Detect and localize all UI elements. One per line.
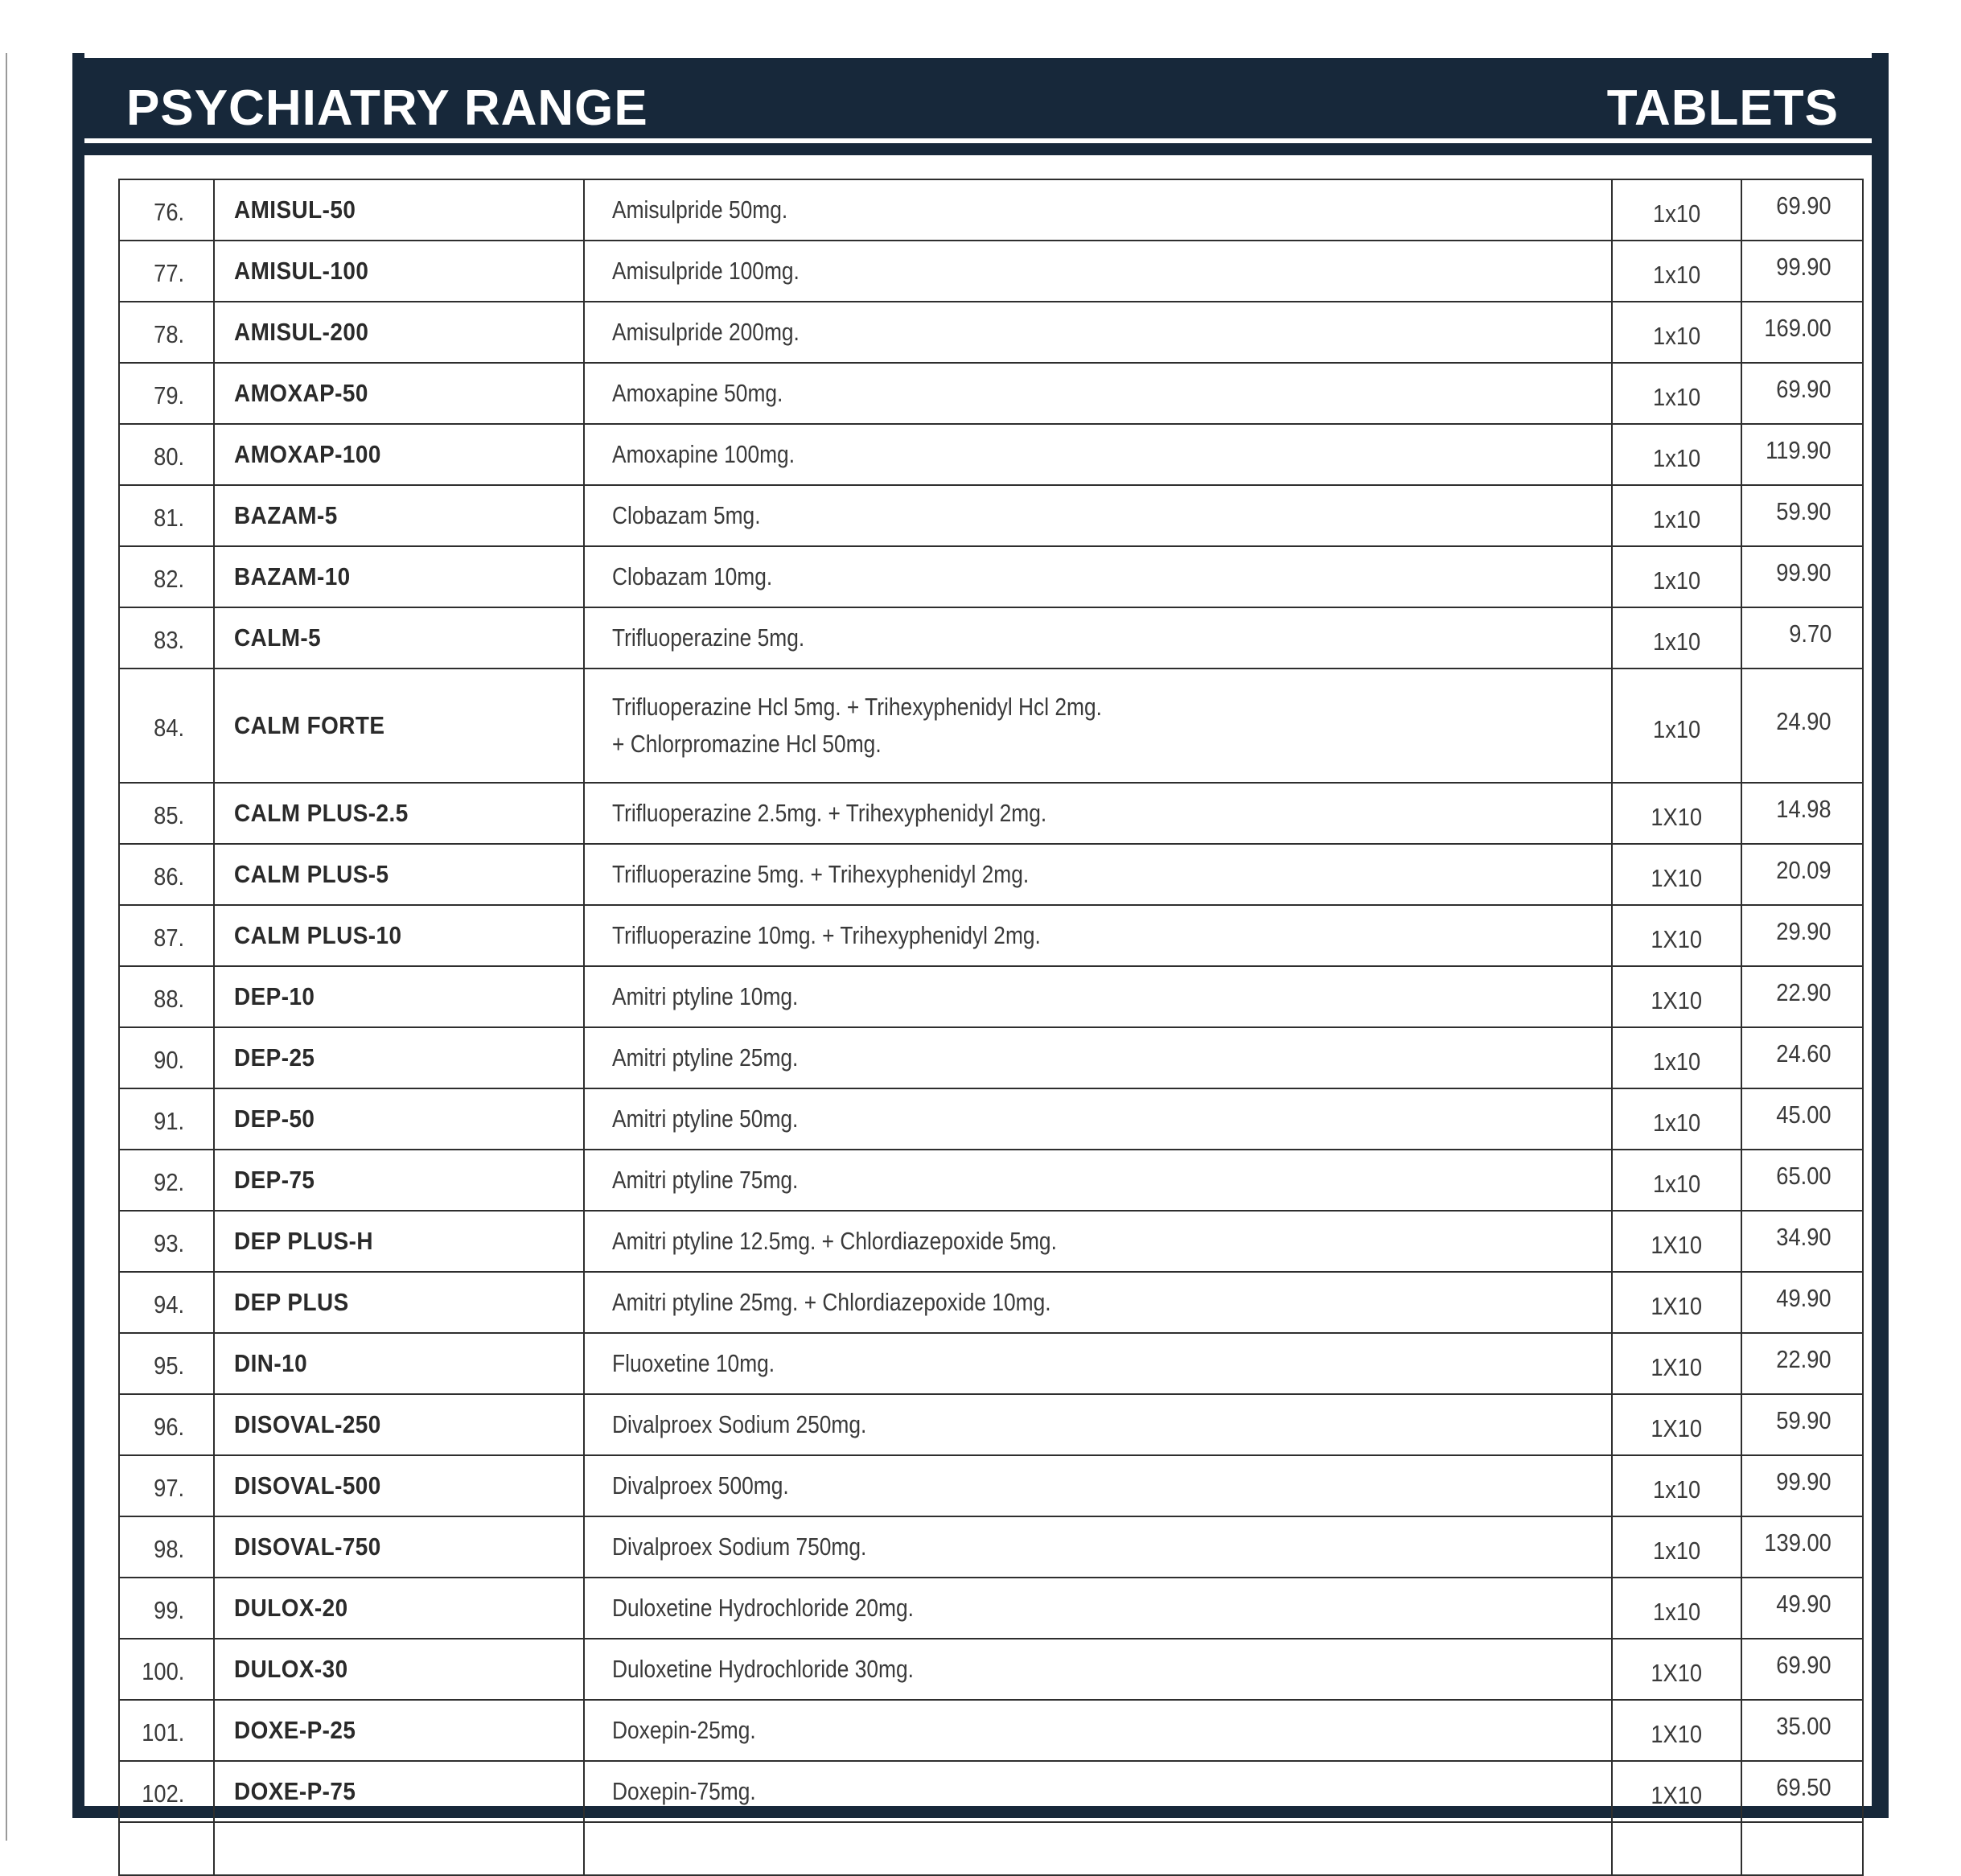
brand-name: DISOVAL-250 <box>214 1394 584 1455</box>
product-table <box>118 179 1864 1876</box>
table-row <box>119 844 1863 905</box>
composition: Amisulpride 200mg. <box>584 302 1612 363</box>
pack-size: 1X10 <box>1612 1211 1741 1272</box>
price: 45.00 <box>1741 1088 1863 1150</box>
brand-name: DEP-25 <box>214 1027 584 1088</box>
serial-number: 95. <box>119 1333 214 1394</box>
table-row <box>119 1088 1863 1150</box>
pack-size: 1X10 <box>1612 1333 1741 1394</box>
brand-name: CALM-5 <box>214 607 584 669</box>
table-row <box>119 669 1863 783</box>
brand-name: AMOXAP-50 <box>214 363 584 424</box>
serial-number: 92. <box>119 1150 214 1211</box>
pack-size: 1X10 <box>1612 1639 1741 1700</box>
table-row <box>119 607 1863 669</box>
composition: Duloxetine Hydrochloride 30mg. <box>584 1639 1612 1700</box>
pack-size: 1X10 <box>1612 905 1741 966</box>
table-row <box>119 1150 1863 1211</box>
price: 59.90 <box>1741 1394 1863 1455</box>
brand-name: BAZAM-5 <box>214 485 584 546</box>
price: 29.90 <box>1741 905 1863 966</box>
brand-name: AMISUL-50 <box>214 179 584 241</box>
brand-name: DULOX-20 <box>214 1578 584 1639</box>
table-row <box>119 241 1863 302</box>
pack-size: 1x10 <box>1612 1516 1741 1578</box>
composition: Divalproex Sodium 750mg. <box>584 1516 1612 1578</box>
composition: Amitri ptyline 50mg. <box>584 1088 1612 1150</box>
brand-name: CALM PLUS-5 <box>214 844 584 905</box>
serial-number: 102. <box>119 1761 214 1822</box>
brand-name: CALM PLUS-10 <box>214 905 584 966</box>
table-row <box>119 1394 1863 1455</box>
table-row <box>119 966 1863 1027</box>
price: 99.90 <box>1741 241 1863 302</box>
brand-name: AMOXAP-100 <box>214 424 584 485</box>
composition: Trifluoperazine 5mg. + Trihexyphenidyl 2mg. <box>584 844 1612 905</box>
price: 24.60 <box>1741 1027 1863 1088</box>
brand-name: DOXE-P-75 <box>214 1761 584 1822</box>
composition: Amisulpride 100mg. <box>584 241 1612 302</box>
table-row <box>119 546 1863 607</box>
pack-size: 1x10 <box>1612 546 1741 607</box>
pack-size: 1x10 <box>1612 1027 1741 1088</box>
composition: Doxepin-25mg. <box>584 1700 1612 1761</box>
page-edge-rule <box>6 53 7 1841</box>
price: 14.98 <box>1741 783 1863 844</box>
price: 69.90 <box>1741 1639 1863 1700</box>
serial-number: 84. <box>119 669 214 783</box>
pack-size: 1X10 <box>1612 844 1741 905</box>
pack-size: 1X10 <box>1612 783 1741 844</box>
price: 169.00 <box>1741 302 1863 363</box>
composition: Amitri ptyline 75mg. <box>584 1150 1612 1211</box>
composition: Clobazam 10mg. <box>584 546 1612 607</box>
price: 69.50 <box>1741 1761 1863 1822</box>
brand-name: DULOX-30 <box>214 1639 584 1700</box>
range-title: PSYCHIATRY RANGE <box>126 80 648 136</box>
pack-size: 1x10 <box>1612 363 1741 424</box>
serial-number: 91. <box>119 1088 214 1150</box>
table-row <box>119 1272 1863 1333</box>
brand-name: DEP PLUS <box>214 1272 584 1333</box>
price: 139.00 <box>1741 1516 1863 1578</box>
empty-cell <box>584 1822 1612 1875</box>
pack-size: 1X10 <box>1612 1761 1741 1822</box>
serial-number: 86. <box>119 844 214 905</box>
table-row <box>119 783 1863 844</box>
pack-size: 1x10 <box>1612 1455 1741 1516</box>
brand-name: DEP PLUS-H <box>214 1211 584 1272</box>
pack-size: 1x10 <box>1612 1578 1741 1639</box>
brand-name: AMISUL-200 <box>214 302 584 363</box>
empty-cell <box>214 1822 584 1875</box>
serial-number: 96. <box>119 1394 214 1455</box>
brand-name: DIN-10 <box>214 1333 584 1394</box>
pack-size: 1X10 <box>1612 1394 1741 1455</box>
table-row <box>119 1700 1863 1761</box>
table-row <box>119 485 1863 546</box>
serial-number: 85. <box>119 783 214 844</box>
price: 35.00 <box>1741 1700 1863 1761</box>
composition: Clobazam 5mg. <box>584 485 1612 546</box>
table-row <box>119 1761 1863 1822</box>
table-row <box>119 1516 1863 1578</box>
brand-name: DEP-10 <box>214 966 584 1027</box>
serial-number: 81. <box>119 485 214 546</box>
serial-number: 82. <box>119 546 214 607</box>
brand-name: CALM FORTE <box>214 669 584 783</box>
pack-size: 1x10 <box>1612 424 1741 485</box>
serial-number: 77. <box>119 241 214 302</box>
price: 99.90 <box>1741 546 1863 607</box>
dosage-form-title: TABLETS <box>1606 80 1839 136</box>
composition: Trifluoperazine Hcl 5mg. + Trihexyphenidyl Hcl 2mg. + Chlorpromazine Hcl 50mg. <box>584 669 1612 783</box>
composition: Fluoxetine 10mg. <box>584 1333 1612 1394</box>
pack-size: 1X10 <box>1612 1700 1741 1761</box>
price: 99.90 <box>1741 1455 1863 1516</box>
table-row <box>119 1027 1863 1088</box>
composition: Amitri ptyline 25mg. + Chlordiazepoxide 10mg. <box>584 1272 1612 1333</box>
pack-size: 1X10 <box>1612 966 1741 1027</box>
serial-number: 88. <box>119 966 214 1027</box>
pack-size: 1x10 <box>1612 1088 1741 1150</box>
brand-name: AMISUL-100 <box>214 241 584 302</box>
price: 69.90 <box>1741 363 1863 424</box>
table-row <box>119 363 1863 424</box>
serial-number: 80. <box>119 424 214 485</box>
table-row <box>119 302 1863 363</box>
composition: Trifluoperazine 5mg. <box>584 607 1612 669</box>
price: 20.09 <box>1741 844 1863 905</box>
brand-name: CALM PLUS-2.5 <box>214 783 584 844</box>
serial-number: 93. <box>119 1211 214 1272</box>
price: 24.90 <box>1741 669 1863 783</box>
price: 22.90 <box>1741 1333 1863 1394</box>
price: 65.00 <box>1741 1150 1863 1211</box>
price: 59.90 <box>1741 485 1863 546</box>
composition: Trifluoperazine 2.5mg. + Trihexyphenidyl 2mg. <box>584 783 1612 844</box>
table-row-empty <box>119 1822 1863 1875</box>
brand-name: DISOVAL-500 <box>214 1455 584 1516</box>
pack-size: 1x10 <box>1612 241 1741 302</box>
composition: Amitri ptyline 12.5mg. + Chlordiazepoxide 5mg. <box>584 1211 1612 1272</box>
brand-name: DISOVAL-750 <box>214 1516 584 1578</box>
price: 49.90 <box>1741 1578 1863 1639</box>
pack-size: 1x10 <box>1612 302 1741 363</box>
pack-size: 1x10 <box>1612 669 1741 783</box>
serial-number: 78. <box>119 302 214 363</box>
composition: Amoxapine 50mg. <box>584 363 1612 424</box>
composition: Amisulpride 50mg. <box>584 179 1612 241</box>
table-row <box>119 1211 1863 1272</box>
serial-number: 90. <box>119 1027 214 1088</box>
serial-number: 97. <box>119 1455 214 1516</box>
table-row <box>119 905 1863 966</box>
price: 34.90 <box>1741 1211 1863 1272</box>
product-table-body <box>119 179 1863 1875</box>
price: 9.70 <box>1741 607 1863 669</box>
composition: Divalproex Sodium 250mg. <box>584 1394 1612 1455</box>
price: 22.90 <box>1741 966 1863 1027</box>
pack-size: 1X10 <box>1612 1272 1741 1333</box>
brand-name: BAZAM-10 <box>214 546 584 607</box>
pack-size: 1x10 <box>1612 485 1741 546</box>
empty-cell <box>119 1822 214 1875</box>
serial-number: 79. <box>119 363 214 424</box>
composition: Doxepin-75mg. <box>584 1761 1612 1822</box>
brand-name: DOXE-P-25 <box>214 1700 584 1761</box>
table-row <box>119 1455 1863 1516</box>
price: 49.90 <box>1741 1272 1863 1333</box>
composition: Duloxetine Hydrochloride 20mg. <box>584 1578 1612 1639</box>
pack-size: 1x10 <box>1612 1150 1741 1211</box>
brand-name: DEP-50 <box>214 1088 584 1150</box>
serial-number: 76. <box>119 179 214 241</box>
composition: Amitri ptyline 10mg. <box>584 966 1612 1027</box>
serial-number: 98. <box>119 1516 214 1578</box>
composition: Divalproex 500mg. <box>584 1455 1612 1516</box>
composition: Amitri ptyline 25mg. <box>584 1027 1612 1088</box>
table-row <box>119 179 1863 241</box>
brand-name: DEP-75 <box>214 1150 584 1211</box>
serial-number: 101. <box>119 1700 214 1761</box>
serial-number: 100. <box>119 1639 214 1700</box>
table-row <box>119 1333 1863 1394</box>
serial-number: 94. <box>119 1272 214 1333</box>
composition: Amoxapine 100mg. <box>584 424 1612 485</box>
table-row <box>119 1639 1863 1700</box>
pack-size: 1x10 <box>1612 179 1741 241</box>
empty-cell <box>1741 1822 1863 1875</box>
serial-number: 87. <box>119 905 214 966</box>
header-rule-bottom <box>84 138 1872 143</box>
serial-number: 99. <box>119 1578 214 1639</box>
table-row <box>119 1578 1863 1639</box>
header-rule-top <box>84 53 1872 58</box>
empty-cell <box>1612 1822 1741 1875</box>
table-row <box>119 424 1863 485</box>
price: 69.90 <box>1741 179 1863 241</box>
composition: Trifluoperazine 10mg. + Trihexyphenidyl 2mg. <box>584 905 1612 966</box>
pack-size: 1x10 <box>1612 607 1741 669</box>
serial-number: 83. <box>119 607 214 669</box>
price: 119.90 <box>1741 424 1863 485</box>
